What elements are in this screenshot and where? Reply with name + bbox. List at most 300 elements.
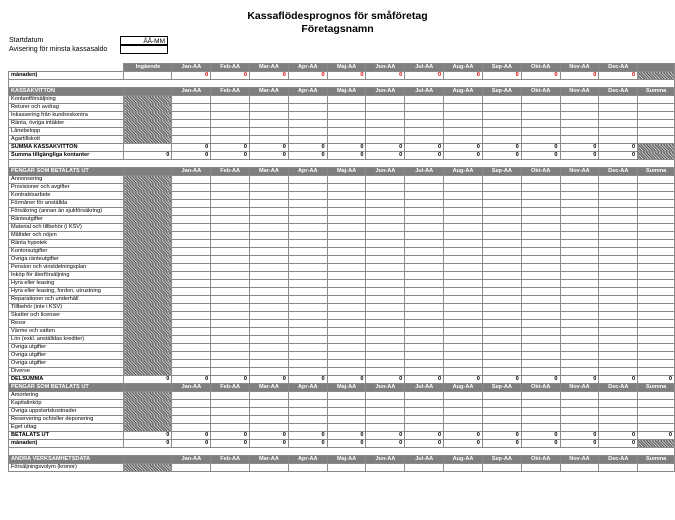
line-item-cell[interactable] <box>211 304 250 312</box>
line-item-cell[interactable] <box>444 200 483 208</box>
line-item-cell[interactable] <box>482 112 521 120</box>
line-item-cell[interactable] <box>250 392 289 400</box>
line-item-cell[interactable] <box>327 416 366 424</box>
line-item-cell[interactable] <box>405 264 444 272</box>
line-item-cell[interactable] <box>211 232 250 240</box>
line-item-cell[interactable] <box>599 272 638 280</box>
line-item-cell[interactable] <box>560 128 599 136</box>
line-item-cell[interactable] <box>444 208 483 216</box>
line-item-cell[interactable] <box>560 344 599 352</box>
line-item-cell[interactable] <box>327 120 366 128</box>
line-item-cell[interactable] <box>444 184 483 192</box>
line-item-cell[interactable] <box>327 112 366 120</box>
line-item-cell[interactable] <box>288 408 327 416</box>
line-item-cell[interactable] <box>211 176 250 184</box>
line-item-cell[interactable] <box>560 272 599 280</box>
line-item-cell[interactable] <box>288 328 327 336</box>
line-item-cell[interactable] <box>327 360 366 368</box>
line-item-cell[interactable] <box>288 96 327 104</box>
line-item-cell[interactable] <box>327 464 366 472</box>
line-item-cell[interactable] <box>599 264 638 272</box>
line-item-cell[interactable] <box>172 176 211 184</box>
line-item-cell[interactable] <box>366 224 405 232</box>
line-item-cell[interactable] <box>366 256 405 264</box>
line-item-cell[interactable] <box>599 344 638 352</box>
line-item-cell[interactable] <box>560 96 599 104</box>
line-item-cell[interactable] <box>288 360 327 368</box>
line-item-cell[interactable] <box>444 424 483 432</box>
line-item-cell[interactable] <box>521 256 560 264</box>
line-item-cell[interactable] <box>560 104 599 112</box>
line-item-cell[interactable] <box>444 128 483 136</box>
line-item-cell[interactable] <box>560 112 599 120</box>
line-item-cell[interactable] <box>521 296 560 304</box>
line-item-cell[interactable] <box>560 360 599 368</box>
line-item-cell[interactable] <box>288 120 327 128</box>
line-item-cell[interactable] <box>172 416 211 424</box>
line-item-cell[interactable] <box>250 200 289 208</box>
line-item-cell[interactable] <box>444 272 483 280</box>
line-item-cell[interactable] <box>521 96 560 104</box>
line-item-cell[interactable] <box>482 392 521 400</box>
line-item-cell[interactable] <box>560 208 599 216</box>
line-item-cell[interactable] <box>288 352 327 360</box>
line-item-cell[interactable] <box>482 256 521 264</box>
line-item-cell[interactable] <box>288 392 327 400</box>
line-item-cell[interactable] <box>250 256 289 264</box>
line-item-cell[interactable] <box>366 336 405 344</box>
line-item-cell[interactable] <box>599 120 638 128</box>
line-item-cell[interactable] <box>444 344 483 352</box>
line-item-cell[interactable] <box>560 176 599 184</box>
line-item-cell[interactable] <box>599 352 638 360</box>
line-item-cell[interactable] <box>521 408 560 416</box>
line-item-cell[interactable] <box>444 112 483 120</box>
line-item-cell[interactable] <box>405 296 444 304</box>
line-item-cell[interactable] <box>482 128 521 136</box>
line-item-cell[interactable] <box>599 328 638 336</box>
line-item-cell[interactable] <box>482 280 521 288</box>
line-item-cell[interactable] <box>288 216 327 224</box>
line-item-cell[interactable] <box>327 184 366 192</box>
line-item-cell[interactable] <box>599 368 638 376</box>
line-item-cell[interactable] <box>482 208 521 216</box>
line-item-cell[interactable] <box>327 248 366 256</box>
line-item-cell[interactable] <box>599 400 638 408</box>
line-item-cell[interactable] <box>482 336 521 344</box>
line-item-cell[interactable] <box>482 176 521 184</box>
line-item-cell[interactable] <box>211 464 250 472</box>
line-item-cell[interactable] <box>288 232 327 240</box>
line-item-cell[interactable] <box>482 272 521 280</box>
line-item-cell[interactable] <box>444 368 483 376</box>
line-item-cell[interactable] <box>288 336 327 344</box>
line-item-cell[interactable] <box>327 176 366 184</box>
line-item-cell[interactable] <box>366 296 405 304</box>
line-item-cell[interactable] <box>288 280 327 288</box>
line-item-cell[interactable] <box>172 240 211 248</box>
line-item-cell[interactable] <box>211 200 250 208</box>
line-item-cell[interactable] <box>444 216 483 224</box>
line-item-cell[interactable] <box>521 304 560 312</box>
line-item-cell[interactable] <box>560 232 599 240</box>
line-item-cell[interactable] <box>250 280 289 288</box>
line-item-cell[interactable] <box>560 320 599 328</box>
line-item-cell[interactable] <box>211 104 250 112</box>
line-item-cell[interactable] <box>327 424 366 432</box>
line-item-cell[interactable] <box>405 408 444 416</box>
line-item-cell[interactable] <box>211 328 250 336</box>
line-item-cell[interactable] <box>405 328 444 336</box>
line-item-cell[interactable] <box>560 424 599 432</box>
line-item-cell[interactable] <box>366 200 405 208</box>
line-item-cell[interactable] <box>560 224 599 232</box>
line-item-cell[interactable] <box>288 264 327 272</box>
line-item-cell[interactable] <box>327 192 366 200</box>
line-item-cell[interactable] <box>288 208 327 216</box>
line-item-cell[interactable] <box>211 224 250 232</box>
line-item-cell[interactable] <box>250 192 289 200</box>
line-item-cell[interactable] <box>599 416 638 424</box>
line-item-cell[interactable] <box>366 344 405 352</box>
line-item-cell[interactable] <box>521 344 560 352</box>
line-item-cell[interactable] <box>211 320 250 328</box>
line-item-cell[interactable] <box>521 264 560 272</box>
line-item-cell[interactable] <box>211 192 250 200</box>
line-item-cell[interactable] <box>250 312 289 320</box>
line-item-cell[interactable] <box>482 416 521 424</box>
line-item-cell[interactable] <box>405 392 444 400</box>
line-item-cell[interactable] <box>288 464 327 472</box>
line-item-cell[interactable] <box>599 392 638 400</box>
line-item-cell[interactable] <box>288 192 327 200</box>
line-item-cell[interactable] <box>327 288 366 296</box>
line-item-cell[interactable] <box>366 464 405 472</box>
line-item-cell[interactable] <box>366 400 405 408</box>
line-item-cell[interactable] <box>211 288 250 296</box>
line-item-cell[interactable] <box>327 96 366 104</box>
line-item-cell[interactable] <box>327 240 366 248</box>
line-item-cell[interactable] <box>327 368 366 376</box>
line-item-cell[interactable] <box>172 200 211 208</box>
line-item-cell[interactable] <box>444 360 483 368</box>
line-item-cell[interactable] <box>172 320 211 328</box>
line-item-cell[interactable] <box>521 216 560 224</box>
line-item-cell[interactable] <box>405 184 444 192</box>
line-item-cell[interactable] <box>444 392 483 400</box>
line-item-cell[interactable] <box>250 464 289 472</box>
line-item-cell[interactable] <box>211 264 250 272</box>
line-item-cell[interactable] <box>444 416 483 424</box>
line-item-cell[interactable] <box>560 264 599 272</box>
line-item-cell[interactable] <box>521 184 560 192</box>
line-item-cell[interactable] <box>327 272 366 280</box>
line-item-cell[interactable] <box>250 344 289 352</box>
line-item-cell[interactable] <box>250 248 289 256</box>
line-item-cell[interactable] <box>327 296 366 304</box>
line-item-cell[interactable] <box>405 248 444 256</box>
line-item-cell[interactable] <box>599 232 638 240</box>
line-item-cell[interactable] <box>405 256 444 264</box>
line-item-cell[interactable] <box>366 128 405 136</box>
line-item-cell[interactable] <box>482 232 521 240</box>
line-item-cell[interactable] <box>405 368 444 376</box>
line-item-cell[interactable] <box>211 344 250 352</box>
line-item-cell[interactable] <box>211 216 250 224</box>
line-item-cell[interactable] <box>444 296 483 304</box>
line-item-cell[interactable] <box>250 328 289 336</box>
line-item-cell[interactable] <box>327 280 366 288</box>
line-item-cell[interactable] <box>288 128 327 136</box>
line-item-cell[interactable] <box>482 360 521 368</box>
line-item-cell[interactable] <box>599 464 638 472</box>
line-item-cell[interactable] <box>444 224 483 232</box>
line-item-cell[interactable] <box>366 184 405 192</box>
line-item-cell[interactable] <box>211 272 250 280</box>
line-item-cell[interactable] <box>444 304 483 312</box>
line-item-cell[interactable] <box>327 216 366 224</box>
line-item-cell[interactable] <box>405 96 444 104</box>
line-item-cell[interactable] <box>250 96 289 104</box>
line-item-cell[interactable] <box>599 280 638 288</box>
line-item-cell[interactable] <box>444 400 483 408</box>
line-item-cell[interactable] <box>366 312 405 320</box>
line-item-cell[interactable] <box>482 328 521 336</box>
line-item-cell[interactable] <box>366 288 405 296</box>
line-item-cell[interactable] <box>172 208 211 216</box>
line-item-cell[interactable] <box>211 136 250 144</box>
line-item-cell[interactable] <box>327 264 366 272</box>
line-item-cell[interactable] <box>560 120 599 128</box>
line-item-cell[interactable] <box>288 240 327 248</box>
line-item-cell[interactable] <box>521 400 560 408</box>
line-item-cell[interactable] <box>444 104 483 112</box>
line-item-cell[interactable] <box>366 320 405 328</box>
line-item-cell[interactable] <box>560 352 599 360</box>
line-item-cell[interactable] <box>250 232 289 240</box>
line-item-cell[interactable] <box>482 352 521 360</box>
line-item-cell[interactable] <box>366 216 405 224</box>
line-item-cell[interactable] <box>211 352 250 360</box>
line-item-cell[interactable] <box>599 248 638 256</box>
line-item-cell[interactable] <box>172 136 211 144</box>
line-item-cell[interactable] <box>560 136 599 144</box>
line-item-cell[interactable] <box>405 280 444 288</box>
line-item-cell[interactable] <box>560 336 599 344</box>
line-item-cell[interactable] <box>211 360 250 368</box>
line-item-cell[interactable] <box>521 288 560 296</box>
line-item-cell[interactable] <box>521 128 560 136</box>
line-item-cell[interactable] <box>444 248 483 256</box>
line-item-cell[interactable] <box>482 120 521 128</box>
line-item-cell[interactable] <box>172 344 211 352</box>
line-item-cell[interactable] <box>521 176 560 184</box>
line-item-cell[interactable] <box>599 360 638 368</box>
line-item-cell[interactable] <box>444 136 483 144</box>
line-item-cell[interactable] <box>211 312 250 320</box>
line-item-cell[interactable] <box>366 104 405 112</box>
line-item-cell[interactable] <box>172 128 211 136</box>
line-item-cell[interactable] <box>172 264 211 272</box>
line-item-cell[interactable] <box>288 320 327 328</box>
line-item-cell[interactable] <box>482 312 521 320</box>
line-item-cell[interactable] <box>521 352 560 360</box>
line-item-cell[interactable] <box>482 96 521 104</box>
line-item-cell[interactable] <box>288 312 327 320</box>
line-item-cell[interactable] <box>405 208 444 216</box>
line-item-cell[interactable] <box>599 288 638 296</box>
line-item-cell[interactable] <box>211 400 250 408</box>
line-item-cell[interactable] <box>366 352 405 360</box>
line-item-cell[interactable] <box>560 408 599 416</box>
line-item-cell[interactable] <box>405 224 444 232</box>
line-item-cell[interactable] <box>405 200 444 208</box>
min-balance-field[interactable] <box>120 45 168 54</box>
line-item-cell[interactable] <box>366 120 405 128</box>
line-item-cell[interactable] <box>250 408 289 416</box>
line-item-cell[interactable] <box>444 464 483 472</box>
line-item-cell[interactable] <box>327 224 366 232</box>
line-item-cell[interactable] <box>482 216 521 224</box>
line-item-cell[interactable] <box>521 280 560 288</box>
line-item-cell[interactable] <box>366 424 405 432</box>
line-item-cell[interactable] <box>172 184 211 192</box>
line-item-cell[interactable] <box>327 352 366 360</box>
line-item-cell[interactable] <box>560 240 599 248</box>
line-item-cell[interactable] <box>288 200 327 208</box>
line-item-cell[interactable] <box>288 104 327 112</box>
line-item-cell[interactable] <box>405 176 444 184</box>
line-item-cell[interactable] <box>327 328 366 336</box>
line-item-cell[interactable] <box>172 400 211 408</box>
line-item-cell[interactable] <box>172 120 211 128</box>
line-item-cell[interactable] <box>288 368 327 376</box>
line-item-cell[interactable] <box>327 256 366 264</box>
line-item-cell[interactable] <box>172 368 211 376</box>
line-item-cell[interactable] <box>599 128 638 136</box>
line-item-cell[interactable] <box>482 200 521 208</box>
line-item-cell[interactable] <box>521 136 560 144</box>
line-item-cell[interactable] <box>599 192 638 200</box>
line-item-cell[interactable] <box>250 120 289 128</box>
line-item-cell[interactable] <box>560 248 599 256</box>
line-item-cell[interactable] <box>482 464 521 472</box>
line-item-cell[interactable] <box>327 320 366 328</box>
line-item-cell[interactable] <box>482 368 521 376</box>
line-item-cell[interactable] <box>250 400 289 408</box>
line-item-cell[interactable] <box>250 336 289 344</box>
line-item-cell[interactable] <box>599 256 638 264</box>
line-item-cell[interactable] <box>405 192 444 200</box>
line-item-cell[interactable] <box>327 104 366 112</box>
line-item-cell[interactable] <box>405 120 444 128</box>
line-item-cell[interactable] <box>250 240 289 248</box>
line-item-cell[interactable] <box>521 248 560 256</box>
line-item-cell[interactable] <box>366 272 405 280</box>
line-item-cell[interactable] <box>172 304 211 312</box>
line-item-cell[interactable] <box>405 128 444 136</box>
line-item-cell[interactable] <box>172 408 211 416</box>
line-item-cell[interactable] <box>405 360 444 368</box>
line-item-cell[interactable] <box>405 232 444 240</box>
line-item-cell[interactable] <box>482 192 521 200</box>
line-item-cell[interactable] <box>172 280 211 288</box>
line-item-cell[interactable] <box>288 424 327 432</box>
line-item-cell[interactable] <box>211 120 250 128</box>
line-item-cell[interactable] <box>366 96 405 104</box>
line-item-cell[interactable] <box>599 304 638 312</box>
line-item-cell[interactable] <box>521 240 560 248</box>
line-item-cell[interactable] <box>599 208 638 216</box>
line-item-cell[interactable] <box>327 344 366 352</box>
line-item-cell[interactable] <box>366 416 405 424</box>
line-item-cell[interactable] <box>211 128 250 136</box>
line-item-cell[interactable] <box>405 216 444 224</box>
line-item-cell[interactable] <box>599 104 638 112</box>
line-item-cell[interactable] <box>366 248 405 256</box>
line-item-cell[interactable] <box>172 336 211 344</box>
line-item-cell[interactable] <box>211 248 250 256</box>
line-item-cell[interactable] <box>444 192 483 200</box>
line-item-cell[interactable] <box>405 344 444 352</box>
line-item-cell[interactable] <box>366 240 405 248</box>
line-item-cell[interactable] <box>250 304 289 312</box>
line-item-cell[interactable] <box>172 104 211 112</box>
line-item-cell[interactable] <box>599 136 638 144</box>
line-item-cell[interactable] <box>560 280 599 288</box>
line-item-cell[interactable] <box>560 392 599 400</box>
line-item-cell[interactable] <box>250 184 289 192</box>
line-item-cell[interactable] <box>327 392 366 400</box>
line-item-cell[interactable] <box>288 400 327 408</box>
line-item-cell[interactable] <box>482 136 521 144</box>
line-item-cell[interactable] <box>172 112 211 120</box>
line-item-cell[interactable] <box>250 368 289 376</box>
line-item-cell[interactable] <box>444 352 483 360</box>
line-item-cell[interactable] <box>172 288 211 296</box>
line-item-cell[interactable] <box>482 248 521 256</box>
line-item-cell[interactable] <box>366 264 405 272</box>
line-item-cell[interactable] <box>521 328 560 336</box>
line-item-cell[interactable] <box>250 320 289 328</box>
line-item-cell[interactable] <box>482 408 521 416</box>
line-item-cell[interactable] <box>444 256 483 264</box>
line-item-cell[interactable] <box>521 368 560 376</box>
line-item-cell[interactable] <box>444 320 483 328</box>
line-item-cell[interactable] <box>599 336 638 344</box>
line-item-cell[interactable] <box>482 288 521 296</box>
line-item-cell[interactable] <box>405 352 444 360</box>
line-item-cell[interactable] <box>599 112 638 120</box>
line-item-cell[interactable] <box>521 112 560 120</box>
line-item-cell[interactable] <box>599 200 638 208</box>
line-item-cell[interactable] <box>288 224 327 232</box>
line-item-cell[interactable] <box>250 288 289 296</box>
line-item-cell[interactable] <box>211 408 250 416</box>
line-item-cell[interactable] <box>560 368 599 376</box>
line-item-cell[interactable] <box>405 240 444 248</box>
line-item-cell[interactable] <box>521 192 560 200</box>
line-item-cell[interactable] <box>250 352 289 360</box>
line-item-cell[interactable] <box>599 176 638 184</box>
line-item-cell[interactable] <box>521 272 560 280</box>
line-item-cell[interactable] <box>250 416 289 424</box>
line-item-cell[interactable] <box>599 408 638 416</box>
line-item-cell[interactable] <box>405 272 444 280</box>
line-item-cell[interactable] <box>405 312 444 320</box>
line-item-cell[interactable] <box>288 112 327 120</box>
line-item-cell[interactable] <box>405 336 444 344</box>
